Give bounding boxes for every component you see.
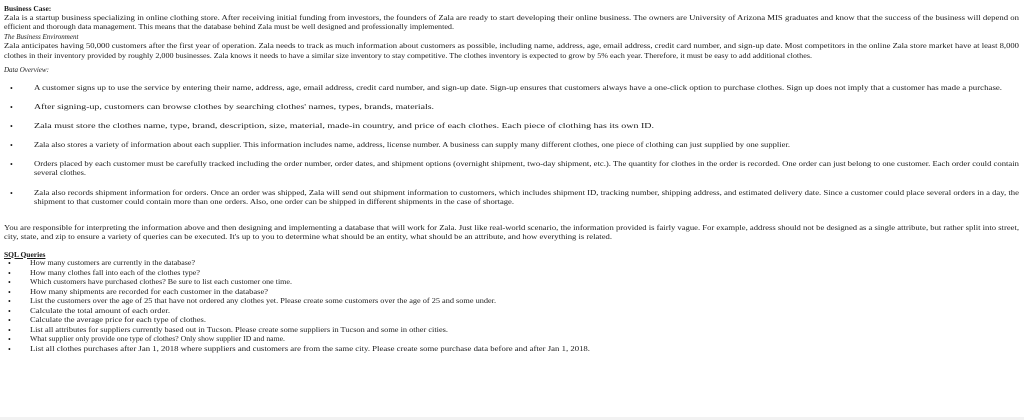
responsibility-paragraph: You are responsible for interpreting the information above and then designing and implementing a database that will work for Zala. Just like real-world scenario, the information provided is fairly vague. For example, address should not be designed as a single attribute, but rather split into street, city, state, and zip to ensure a variety of queries can be executed. It's up to you to determine what should be an entity, what should be an attribute, and how everything is related. xyxy=(4,223,1020,241)
list-item: • A customer signs up to use the service by entering their name, address, age, email address, credit card number, and sign-up date. Sign-up ensures that customers always have a one-click option to purchase clothes. Sign up does not imply that a customer has made a purchase. xyxy=(10,83,1003,93)
list-item: • List all clothes purchases after Jan 1, 2018 where suppliers and customers are from the same city. Please create some purchase data before and after Jan 1, 2018. xyxy=(8,344,590,354)
environment-paragraph: Zala anticipates having 50,000 customers after the first year of operation. Zala needs to track as much information about customers as possible, including name, address, age, email address, credit card number, and sign-up date. Most competitors in the online Zala store market have at least 8,000 clothes in their inventory provided by roughly 2,000 businesses. Zala knows it needs to have a similar size inventory to stay competitive. The clothes inventory is expected to grow by 5% each year. Therefore, it must be easy to add additional clothes. xyxy=(4,42,1019,60)
intro-paragraph: Zala is a startup business specializing in online clothing store. After receiving initial funding from investors, the founders of Zala are ready to start developing their online business. The owners are University of Arizona MIS graduates and know that the success of the business will depend on efficient and thorough data management. This means that the database behind Zala must be well designed and professionally implemented. xyxy=(4,13,1019,31)
list-item: • Zala must store the clothes name, type, brand, description, size, material, made-in country, and price of each clothes. Each piece of clothing has its own ID. xyxy=(10,121,655,131)
list-item: • List the customers over the age of 25 that have not ordered any clothes yet. Please create some customers over the age of 25 and some under. xyxy=(8,297,497,306)
list-item: • How many customers are currently in the database? xyxy=(8,259,195,268)
list-item: • Zala also records shipment information for orders. Once an order was shipped, Zala will send out shipment information to customers, which includes shipment ID, tracking number, shipping address, and estimated delivery date. Since a customer could place several orders in a day, the shipment to that customer could contain more than one orders. Also, one order can be shipped in different shipments in the case of shortage. xyxy=(10,188,1019,206)
business-case-heading: Business Case: xyxy=(4,4,52,13)
data-overview-list xyxy=(4,84,1020,218)
list-item: • List all attributes for suppliers currently based out in Tucson. Please create some suppliers in Tucson and some in other cities. xyxy=(8,325,448,335)
business-environment-heading: The Business Environment xyxy=(4,32,79,41)
list-item: • Zala also stores a variety of information about each supplier. This information includes name, address, license number. A business can supply many different clothes, one piece of clothing can just supplied by one supplier. xyxy=(10,140,790,150)
sql-queries-heading: SQL Queries xyxy=(4,249,46,259)
list-item: • How many shipments are recorded for each customer in the database? xyxy=(8,287,269,297)
list-item: • What supplier only provide one type of clothes? Only show supplier ID and name. xyxy=(8,335,285,344)
data-overview-heading: Data Overview: xyxy=(4,66,49,74)
list-item: • Calculate the average price for each type of clothes. xyxy=(8,316,206,325)
sql-queries-list xyxy=(4,259,1020,354)
list-item: • After signing-up, customers can browse clothes by searching clothes' names, types, brands, materials. xyxy=(10,102,435,112)
list-item: • Orders placed by each customer must be carefully tracked including the order number, order dates, and shipment options (overnight shipment, two-day shipment, etc.). The quantity for clothes in the order is recorded. One order can just belong to one customer. Each order could contain several clothes. xyxy=(10,159,1019,177)
list-item: • Calculate the total amount of each order. xyxy=(8,306,170,316)
list-item: • How many clothes fall into each of the clothes type? xyxy=(8,268,200,278)
list-item: • Which customers have purchased clothes? Be sure to list each customer one time. xyxy=(8,278,292,287)
